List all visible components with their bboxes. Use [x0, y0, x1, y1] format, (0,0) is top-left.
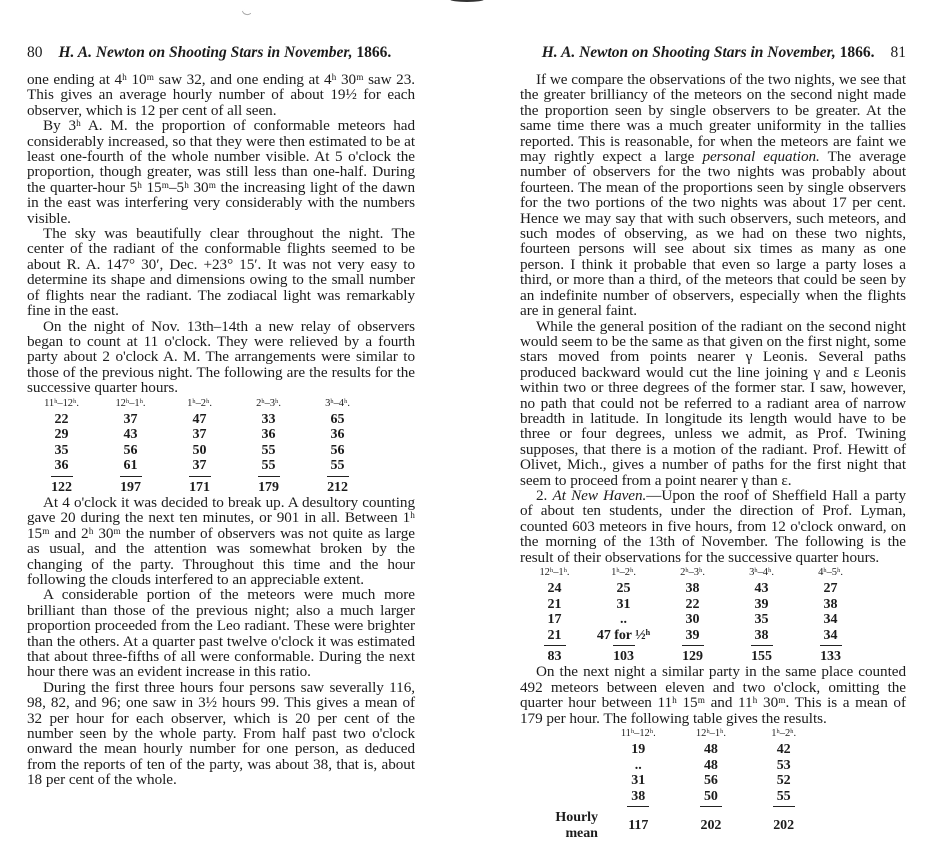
new-haven-table-1	[520, 565, 865, 664]
table-cell: 38	[631, 788, 646, 804]
paragraph: On the night of Nov. 13th–14th a new relay of observers began to count at 11 o'clock. They were relieved by a fourth party about 2 o'clock A. M. The arrangements were similar to those of the previous night. The following are the results for the successive quarter hours.	[27, 317, 415, 397]
table-row	[520, 612, 865, 627]
table-cell: 34	[823, 627, 838, 643]
table-row	[520, 581, 865, 596]
column-header: 3ʰ–4ʰ.	[325, 397, 350, 409]
column-header: 1ʰ–2ʰ.	[187, 397, 212, 409]
paragraph: While the general position of the radiant on the second night would seem to be the same as that given on the first night, some stars moved from points nearer γ Leonis. Several paths produced backward would cut the line joining γ and ε Leonis within two or three degrees of the former star. I saw, however, no path that could not be referred to a radiant area of narrow breadth in latitude. In longitude its length would have to be three or four degrees, unless we admit, as Prof. Twining supposes, that there is a motion of the radiant. Prof. Hewitt of Olivet, Mich., gives a number of paths for the first night that seem to proceed from a point nearer γ than ε.	[520, 317, 906, 489]
table-row	[520, 628, 865, 643]
table-cell: 22	[54, 411, 69, 427]
running-head-left	[27, 44, 415, 62]
scan-speck	[242, 8, 252, 18]
hourly-mean-label: Hourly mean	[555, 810, 598, 841]
table-row	[27, 427, 372, 442]
table-cell: 55	[261, 442, 276, 458]
totals-row	[27, 480, 372, 495]
table-cell: 31	[616, 596, 631, 612]
table-header-row	[27, 396, 372, 412]
left-body	[27, 72, 415, 788]
table-cell: 22	[685, 596, 700, 612]
total-cell: 202	[700, 817, 722, 833]
table-cell: 56	[330, 442, 345, 458]
row-label	[520, 758, 602, 773]
table-row	[520, 789, 820, 804]
table-cell: 30	[685, 612, 700, 628]
column-header: 1ʰ–2ʰ.	[611, 567, 636, 578]
table-cell: 36	[54, 458, 69, 474]
running-title: H. A. Newton on Shooting Stars in November,	[58, 44, 353, 61]
table-cell: 36	[261, 427, 276, 443]
paragraph: By 3ʰ A. M. the proportion of conformable meteors had considerably increased, so that they were then estimated to be at least one-fourth of the whole number visible. At 5 o'clock the proportion, though greater, was still less than one-half. During the quarter-hour 5ʰ 15ᵐ–5ʰ 30ᵐ the increasing light of the dawn in the east was interfering very considerably with the numbers visible.	[27, 117, 415, 227]
table-cell: 55	[330, 458, 345, 474]
table-cell: 27	[823, 581, 838, 597]
column-header: 3ʰ–4ʰ.	[749, 567, 774, 578]
table-cell: ..	[634, 757, 642, 773]
table-row	[520, 758, 820, 773]
table-cell: 38	[823, 596, 838, 612]
table-cell: 38	[754, 627, 769, 643]
table-cell: 43	[123, 427, 138, 443]
new-haven-table-2	[520, 726, 820, 841]
running-title: H. A. Newton on Shooting Stars in November,	[541, 44, 836, 61]
total-cell: 129	[682, 649, 703, 665]
table-cell: 19	[631, 742, 646, 758]
paragraph	[520, 72, 906, 319]
table-cell: 47	[192, 411, 207, 427]
table-row	[520, 773, 820, 788]
running-year: 1866.	[356, 44, 392, 61]
table-cell: 25	[616, 581, 631, 597]
page-number: 80	[27, 44, 43, 61]
paragraph: On the next night a similar party in the same place counted 492 meteors between eleven and two o'clock, omitting the quarter hour between 11ʰ 15ᵐ and 11ʰ 30ᵐ. This is a mean of 179 per hour. The following table gives the results.	[520, 663, 906, 727]
table-cell: 39	[685, 627, 700, 643]
table-cell: 47 for ½ʰ	[596, 627, 651, 643]
table-cell: 29	[54, 427, 69, 443]
table-cell: 56	[123, 442, 138, 458]
table-header-row	[520, 565, 865, 581]
text-run: —Upon the roof of Sheffield Hall a party of about ten students, under the direction of Prof. Lyman, counted 603 meteors in five hours, from 12 o'clock onward, on the morning of the 13th of November. The following is the result of their observations for the successive quarter hours.	[520, 486, 906, 566]
table-cell: 21	[547, 596, 562, 612]
row-label	[520, 789, 602, 804]
total-cell: 171	[189, 479, 210, 495]
table-cell: 42	[776, 742, 791, 758]
paragraph: one ending at 4ʰ 10ᵐ saw 32, and one ending at 4ʰ 30ᵐ saw 23. This gives an average hourly number of about 19½ for each observer, which is 12 per cent of all seen.	[27, 71, 415, 119]
row-label	[520, 773, 602, 788]
text-run: The average number of observers for the two nights was probably about fourteen. The mean of the proportions seen by single observers for the two portions of the two nights was about 17 per cent. Hence we may say that with such observers, such meteors, and such modes of observing, as we had on these two nights, fourteen persons will see about six times as many as one person. I think it probable that even so large a party loses a third, or more than a third, of the meteors that could be seen by an indefinite number of observers, especially when the flights are in general faint.	[520, 148, 907, 320]
table-cell: 48	[703, 742, 718, 758]
table-cell: 55	[776, 788, 791, 804]
running-year: 1866.	[839, 44, 875, 61]
column-header: 4ʰ–5ʰ.	[818, 567, 843, 578]
table-cell: 31	[631, 773, 646, 789]
row-label	[520, 742, 602, 757]
table-cell: 55	[261, 458, 276, 474]
total-cell: 155	[751, 649, 772, 665]
table-cell: 37	[123, 411, 138, 427]
table-cell: 17	[547, 612, 562, 628]
table-row	[27, 412, 372, 427]
column-header: 12ʰ–1ʰ.	[539, 567, 570, 578]
column-header: 11ʰ–12ʰ.	[620, 728, 656, 740]
column-header: 1ʰ–2ʰ.	[771, 728, 797, 740]
total-cell: 103	[613, 649, 634, 665]
right-body	[520, 72, 906, 841]
paragraph: The sky was beautifully clear throughout the night. The center of the radiant of the conformable flights seemed to be about R. A. 147° 30′, Dec. +23° 15′. It was not very easy to determine its shape and dimensions owing to the small number of flights near the radiant. The zodiacal light was remarkably fine in the east.	[27, 225, 415, 320]
section-paragraph	[520, 488, 906, 565]
table-cell: 24	[547, 581, 562, 597]
table-cell: 37	[192, 427, 207, 443]
text-run: If we compare the observations of the two nights, we see that the greater brilliancy of the meteors on the second night made the proportion seen by single observers to be greater. At the same time there was a much greater uniformity in the tallies reported. This is reasonable, for when the meteors are faint we may rightly expect a large	[520, 71, 906, 166]
total-cell: 122	[51, 479, 72, 495]
table-cell: 35	[754, 612, 769, 628]
table-cell: 65	[330, 411, 345, 427]
table-row	[27, 458, 372, 473]
running-head-right	[520, 44, 906, 62]
table-row	[520, 742, 820, 757]
table-cell: ..	[620, 612, 627, 628]
table-row	[520, 597, 865, 612]
italic-term: personal equation.	[702, 148, 820, 166]
table-cell: 33	[261, 411, 276, 427]
table-cell: 36	[330, 427, 345, 443]
table-cell: 37	[192, 458, 207, 474]
quarter-hour-table	[27, 396, 372, 495]
label-header	[520, 726, 602, 742]
table-cell: 50	[192, 442, 207, 458]
table-cell: 43	[754, 581, 769, 597]
table-cell: 48	[703, 757, 718, 773]
table-cell: 39	[754, 596, 769, 612]
total-cell: 179	[258, 479, 279, 495]
totals-row	[520, 649, 865, 664]
table-cell: 34	[823, 612, 838, 628]
table-cell: 56	[703, 773, 718, 789]
paragraph: During the first three hours four persons saw severally 116, 98, 82, and 96; one saw in 3½ hours 99. This gives a mean of 32 per hour for each observer, which is 20 per cent of the number seen by the whole party. From half past two o'clock onward the mean hourly number for one person, as deduced from the reports of ten of the party, was about 38, that is, about 18 per cent of the whole.	[27, 678, 415, 789]
section-heading: At New Haven.	[552, 486, 647, 504]
total-cell: 212	[327, 479, 348, 495]
total-cell: 117	[628, 817, 649, 833]
section-number: 2.	[536, 486, 553, 504]
table-cell: 35	[54, 442, 69, 458]
column-header: 12ʰ–1ʰ.	[115, 397, 146, 409]
table-header-row	[520, 726, 820, 742]
paragraph: A considerable portion of the meteors were much more brilliant than those of the previous night; also a much larger proportion proceeded from the Leo radiant. These were brighter than the others. At a quarter past twelve o'clock it was estimated that about three-fifths of all were conformable. During the next hour there was an evident increase in this ratio.	[27, 586, 415, 681]
total-cell: 133	[820, 649, 841, 665]
table-cell: 52	[776, 773, 791, 789]
table-cell: 61	[123, 458, 138, 474]
table-row	[27, 443, 372, 458]
totals-row	[520, 810, 820, 841]
table-cell: 21	[547, 627, 562, 643]
column-header: 11ʰ–12ʰ.	[44, 397, 79, 409]
table-cell: 38	[685, 581, 700, 597]
total-cell: 202	[773, 817, 795, 833]
column-header: 12ʰ–1ʰ.	[695, 728, 726, 740]
table-cell: 53	[776, 757, 791, 773]
table-cell: 50	[703, 788, 718, 804]
binding-mark	[450, 0, 484, 2]
total-cell: 83	[547, 649, 562, 665]
column-header: 2ʰ–3ʰ.	[680, 567, 705, 578]
total-cell: 197	[120, 479, 141, 495]
column-header: 2ʰ–3ʰ.	[256, 397, 281, 409]
page-number: 81	[890, 44, 906, 61]
paragraph: At 4 o'clock it was decided to break up. A desultory counting gave 20 during the next ten minutes, or 901 in all. Between 1ʰ 15ᵐ and 2ʰ 30ᵐ the number of observers was not quite as large as usual, and the attention was somewhat broken by the changing of the party. Throughout this time and the hour following the clouds interfered to an appreciable extent.	[27, 493, 415, 588]
